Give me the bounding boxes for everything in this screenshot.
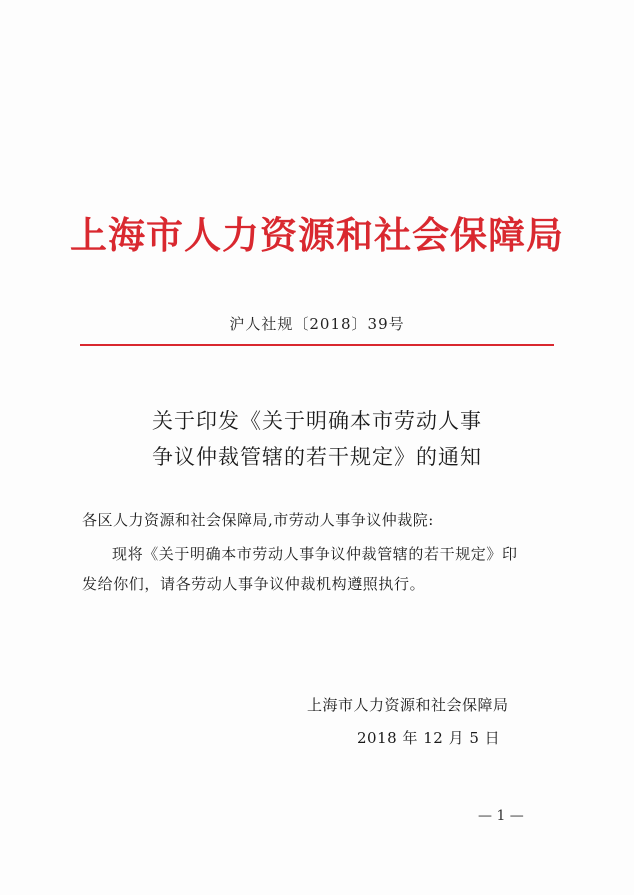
document-number: 沪人社规〔2018〕39号 (229, 315, 405, 333)
body-line-2: 发给你们，请各劳动人事争议仲裁机构遵照执行。 (82, 575, 426, 593)
body-line-1: 现将《关于明确本市劳动人事争议仲裁管辖的若干规定》印 (112, 545, 518, 563)
issuing-authority-header: 上海市人力资源和社会保障局 (70, 213, 564, 257)
title-line-2: 争议仲裁管辖的若干规定》的通知 (152, 445, 482, 469)
document-title (0, 403, 634, 475)
addressee: 各区人力资源和社会保障局,市劳动人事争议仲裁院: (82, 511, 434, 529)
page-number: — 1 — (478, 808, 524, 824)
signature-date: 2018 年 12 月 5 日 (357, 729, 501, 747)
red-separator-line (80, 344, 554, 346)
body-paragraph (82, 539, 554, 599)
signature-organization: 上海市人力资源和社会保障局 (307, 696, 509, 714)
title-line-1: 关于印发《关于明确本市劳动人事 (152, 409, 482, 433)
